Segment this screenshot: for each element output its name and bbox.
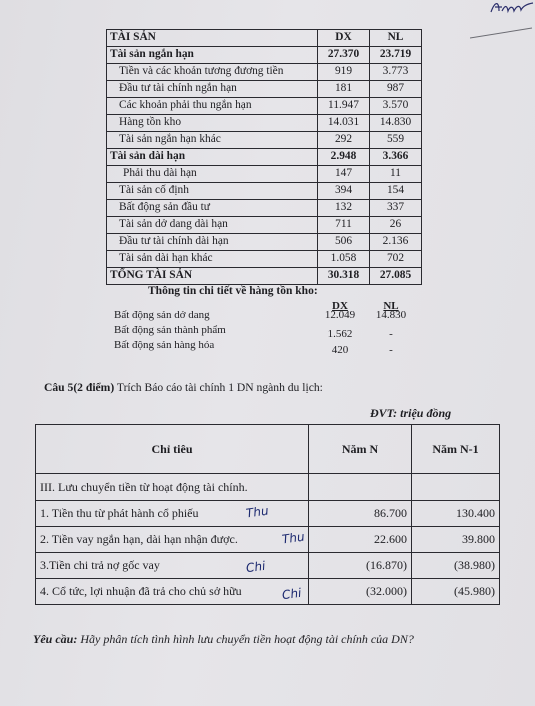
empty-cell xyxy=(412,474,500,501)
table-row xyxy=(107,132,422,149)
row-label: Tài sản cố định xyxy=(107,183,318,200)
row-label: Đầu tư tài chính dài hạn xyxy=(107,234,318,251)
section-label: III. Lưu chuyển tiền từ hoạt động tài chính. xyxy=(36,474,309,501)
row-label: Hàng tồn kho xyxy=(107,115,318,132)
requirement-body: Hãy phân tích tình hình lưu chuyển tiền hoạt động tài chính của DN? xyxy=(77,632,414,646)
dx-value: 132 xyxy=(318,200,370,217)
row-label: Tài sản dở dang dài hạn xyxy=(107,217,318,234)
total-row xyxy=(107,268,422,285)
cash-flow-table xyxy=(35,424,500,605)
table-row xyxy=(36,553,500,579)
nl-value: 14.830 xyxy=(370,115,422,132)
question-heading xyxy=(44,381,323,394)
table-row xyxy=(107,64,422,81)
dx-value: 420 xyxy=(331,344,349,356)
nl-value: 26 xyxy=(370,217,422,234)
nl-value: - xyxy=(389,328,393,340)
row-label-cell xyxy=(36,553,309,579)
year-n-header: Năm N xyxy=(309,425,412,474)
dx-value: 1.058 xyxy=(318,251,370,268)
year-n-value: 22.600 xyxy=(309,527,412,553)
nl-value: 2.136 xyxy=(370,234,422,251)
year-n-value: (16.870) xyxy=(309,553,412,579)
row-label: Bất động sản đầu tư xyxy=(107,200,318,217)
nl-value: 337 xyxy=(370,200,422,217)
row-label: 4. Cổ tức, lợi nhuận đã trả cho chủ sở hữu xyxy=(40,584,242,598)
row-label: Tài sản ngắn hạn khác xyxy=(107,132,318,149)
table-row xyxy=(107,47,422,64)
question-number: Câu 5(2 điểm) xyxy=(44,381,115,394)
dx-value: 181 xyxy=(318,81,370,98)
dx-value: 147 xyxy=(318,166,370,183)
dx-value: 14.031 xyxy=(318,115,370,132)
table-row xyxy=(107,234,422,251)
year-n1-value: 130.400 xyxy=(412,501,500,527)
nl-value: 27.085 xyxy=(370,268,422,285)
row-label: Đầu tư tài chính ngắn hạn xyxy=(107,81,318,98)
table-row xyxy=(107,149,422,166)
inventory-label: Bất động sản dở dang xyxy=(114,309,210,321)
table-row xyxy=(107,81,422,98)
dx-value: 12.049 xyxy=(324,309,356,321)
dx-header: DX xyxy=(332,300,348,312)
nl-value: 3.773 xyxy=(370,64,422,81)
dx-value: 919 xyxy=(318,64,370,81)
row-label: Tiền và các khoản tương đương tiền xyxy=(107,64,318,81)
year-n1-value: (38.980) xyxy=(412,553,500,579)
question-text: Trích Báo cáo tài chính 1 DN ngành du lịch: xyxy=(114,381,323,394)
section-row xyxy=(36,474,500,501)
year-n-value: (32.000) xyxy=(309,579,412,605)
requirement-text xyxy=(33,632,414,647)
row-label: Tài sản ngắn hạn xyxy=(107,47,318,64)
row-label: Tài sản dài hạn xyxy=(107,149,318,166)
dx-value: 292 xyxy=(318,132,370,149)
nl-value: 987 xyxy=(370,81,422,98)
table-row xyxy=(107,166,422,183)
dx-value: 1.562 xyxy=(327,328,353,340)
unit-label: ĐVT: triệu đồng xyxy=(370,406,452,420)
nl-value: 559 xyxy=(370,132,422,149)
inventory-label: Bất động sản hàng hóa xyxy=(114,339,215,351)
pencil-mark xyxy=(470,26,535,42)
year-n1-value: 39.800 xyxy=(412,527,500,553)
row-label-cell xyxy=(36,579,309,605)
nl-value: 702 xyxy=(370,251,422,268)
handwritten-note: Chi xyxy=(245,558,267,576)
nl-value: 3.570 xyxy=(370,98,422,115)
nl-value: 3.366 xyxy=(370,149,422,166)
row-label-cell xyxy=(36,527,309,553)
requirement-label: Yêu cầu: xyxy=(33,632,78,646)
year-n1-value: (45.980) xyxy=(412,579,500,605)
table-row xyxy=(107,200,422,217)
handwritten-note: Thu xyxy=(281,529,306,547)
row-label: Các khoản phải thu ngắn hạn xyxy=(107,98,318,115)
row-label: Tài sản dài hạn khác xyxy=(107,251,318,268)
table-row xyxy=(107,115,422,132)
table-row xyxy=(107,98,422,115)
empty-cell xyxy=(309,474,412,501)
nl-header: NL xyxy=(370,30,422,47)
row-label: 1. Tiền thu từ phát hành cổ phiếu xyxy=(40,506,199,520)
handwritten-note: Thu xyxy=(245,503,270,521)
balance-sheet-header xyxy=(107,30,422,47)
table-row xyxy=(36,501,500,527)
year-n-value: 86.700 xyxy=(309,501,412,527)
dx-header: DX xyxy=(318,30,370,47)
row-label: TỔNG TÀI SẢN xyxy=(107,268,318,285)
nl-value: 154 xyxy=(370,183,422,200)
handwritten-signature xyxy=(487,0,535,19)
year-n1-header: Năm N-1 xyxy=(412,425,500,474)
dx-value: 11.947 xyxy=(318,98,370,115)
assets-header: TÀI SẢN xyxy=(107,30,318,47)
dx-value: 394 xyxy=(318,183,370,200)
table-row xyxy=(107,217,422,234)
table-row xyxy=(107,251,422,268)
dx-value: 27.370 xyxy=(318,47,370,64)
nl-value: - xyxy=(389,344,393,356)
dx-value: 711 xyxy=(318,217,370,234)
nl-value: 14.830 xyxy=(375,309,407,321)
dx-value: 30.318 xyxy=(318,268,370,285)
handwritten-note: Chi xyxy=(281,585,303,603)
row-label-cell xyxy=(36,501,309,527)
row-label: 3.Tiền chi trả nợ gốc vay xyxy=(40,558,160,572)
nl-header: NL xyxy=(383,300,399,312)
row-label: Phải thu dài hạn xyxy=(107,166,318,183)
cash-flow-header xyxy=(36,425,500,474)
table-row xyxy=(107,183,422,200)
inventory-title: Thông tin chi tiết về hàng tồn kho: xyxy=(148,285,318,297)
row-label: 2. Tiền vay ngắn hạn, dài hạn nhận được. xyxy=(40,532,238,546)
table-row xyxy=(36,527,500,553)
balance-sheet-table xyxy=(106,29,422,285)
table-row xyxy=(36,579,500,605)
inventory-label: Bất động sản thành phẩm xyxy=(114,324,226,336)
dx-value: 506 xyxy=(318,234,370,251)
nl-value: 11 xyxy=(370,166,422,183)
item-header: Chỉ tiêu xyxy=(36,425,309,474)
nl-value: 23.719 xyxy=(370,47,422,64)
dx-value: 2.948 xyxy=(318,149,370,166)
